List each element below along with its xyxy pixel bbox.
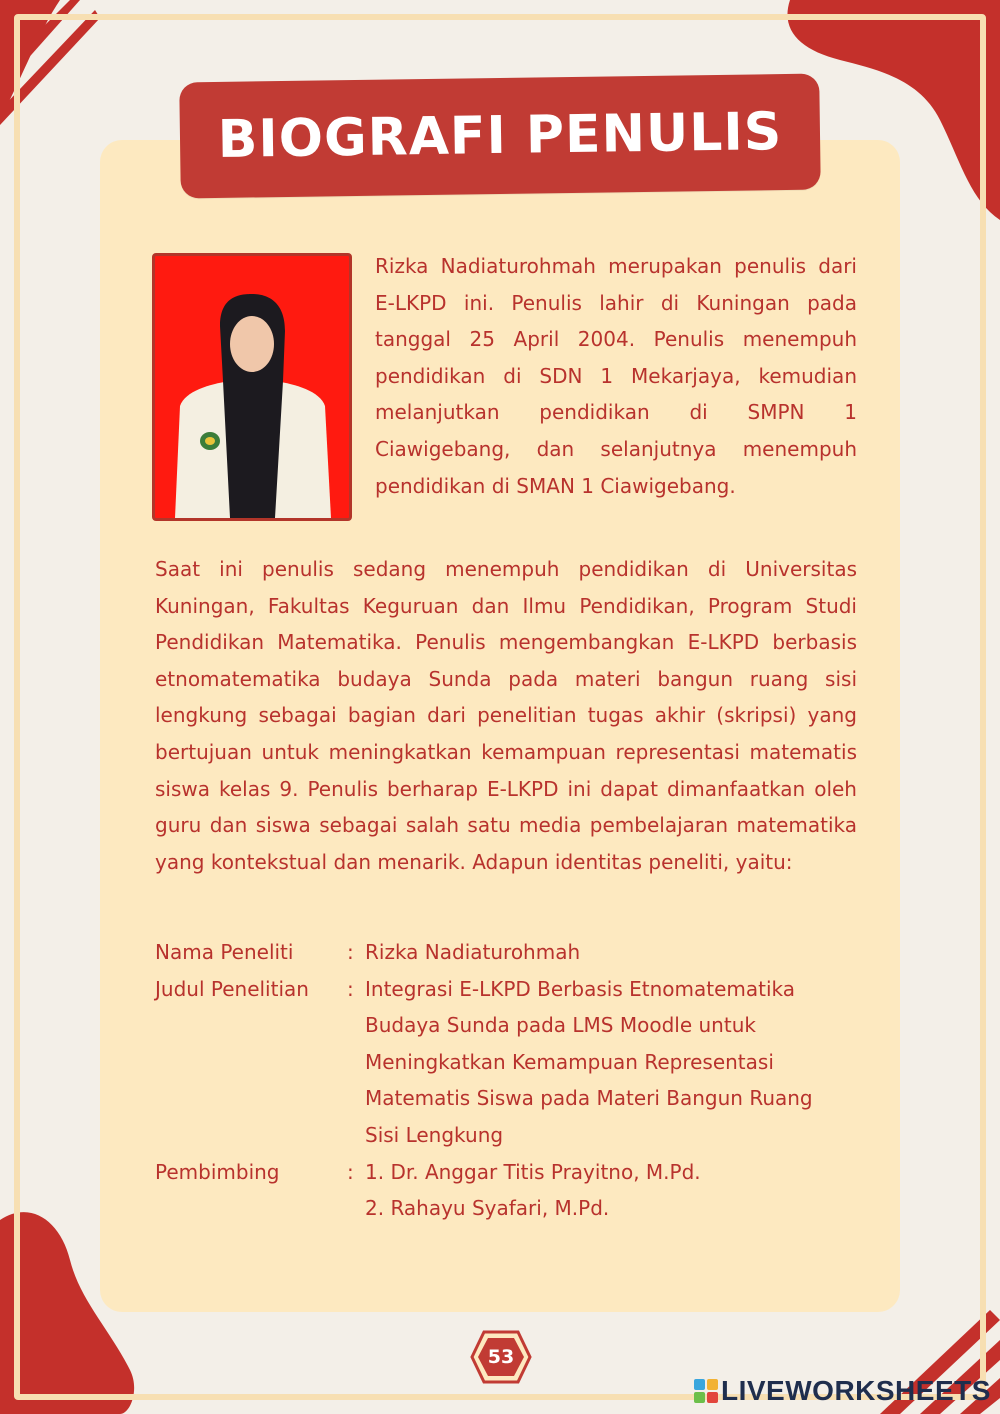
author-intro-paragraph: Rizka Nadiaturohmah merupakan penulis dari E-LKPD ini. Penulis lahir di Kuningan pada tanggal 25 April 2004. Penulis menempuh pendidikan di SDN 1 Mekarjaya, kemudian melanjutkan pendidikan di SMPN 1 Ciawigebang, dan selanjutnya menempuh pendidikan di SMAN 1 Ciawigebang. [375, 254, 857, 498]
identity-row-title [155, 971, 875, 1154]
identity-row-advisors [155, 1154, 875, 1227]
colon: : [347, 1159, 354, 1184]
researcher-identity [155, 934, 875, 1227]
page-number: 53 [487, 1346, 515, 1368]
colon: : [347, 976, 354, 1001]
page-title: BIOGRAFI PENULIS [217, 102, 783, 170]
research-title-line: Budaya Sunda pada LMS Moodle untuk [365, 1013, 756, 1038]
identity-row-name [155, 934, 875, 971]
research-title-label: Judul Penelitian [155, 976, 309, 1001]
page-number-badge [470, 1330, 532, 1384]
name-value [365, 934, 875, 971]
research-title-line: Matematis Siswa pada Materi Bangun Ruang [365, 1086, 813, 1111]
author-photo [152, 253, 352, 521]
research-title-line: Integrasi E-LKPD Berbasis Etnomatematika [365, 976, 796, 1001]
research-title-value [365, 971, 875, 1154]
title-banner [179, 74, 821, 199]
advisor-list [365, 1154, 875, 1227]
liveworksheets-logo[interactable] [693, 1373, 991, 1409]
advisor-item: 1. Dr. Anggar Titis Prayitno, M.Pd. [365, 1159, 701, 1184]
author-portrait-illustration [155, 256, 349, 518]
colon: : [347, 940, 354, 964]
advisor-item: 2. Rahayu Syafari, M.Pd. [365, 1196, 610, 1221]
research-title-line: Meningkatkan Kemampuan Representasi [365, 1049, 774, 1074]
liveworksheets-icon [693, 1378, 719, 1404]
research-title-line: Sisi Lengkung [365, 1122, 504, 1147]
author-study-paragraph: Saat ini penulis sedang menempuh pendidikan di Universitas Kuningan, Fakultas Keguruan dan Ilmu Pendidikan, Program Studi Pendidikan Matematika. Penulis mengembangkan E-LKPD berbasis etnomatematika budaya Sunda pada materi bangun ruang sisi lengkung sebagai bagian dari penelitian tugas akhir (skripsi) yang bertujuan untuk meningkatkan kemampuan representasi matematis siswa kelas 9. Penulis berharap E-LKPD ini dapat dimanfaatkan oleh guru dan siswa sebagai salah satu media pembelajaran matematika yang kontekstual dan menarik. Adapun identitas peneliti, yaitu: [155, 557, 857, 874]
researcher-name: Rizka Nadiaturohmah [365, 940, 581, 964]
advisor-label: Pembimbing [155, 1159, 280, 1184]
name-label: Nama Peneliti [155, 940, 294, 964]
brand-name: LIVEWORKSHEETS [721, 1375, 991, 1406]
